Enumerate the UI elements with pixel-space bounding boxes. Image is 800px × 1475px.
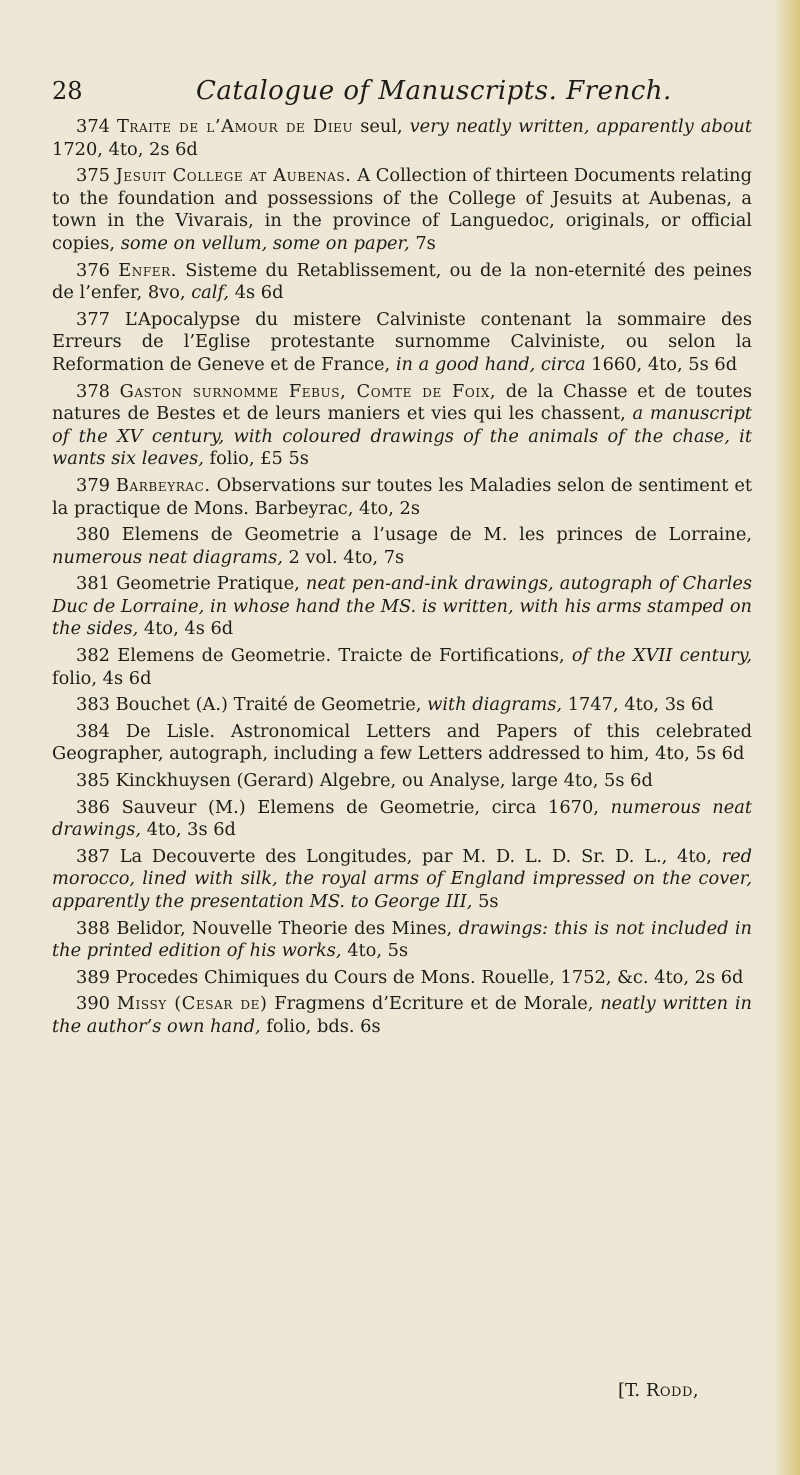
entry-number: 389 [76, 966, 110, 988]
entry-price: 4to, 4s 6d [138, 618, 234, 640]
entry-number: 380 [76, 524, 110, 546]
entry-italic-text: neatly written in the author’s own hand, [52, 993, 752, 1037]
entry-number: 378 [76, 380, 110, 402]
entry-italic-text: a manuscript of the XV century, with coloured drawings of the animals of the chase, it wants six leaves, [52, 403, 752, 470]
entry-italic-text: some on vellum, some on paper, [120, 232, 410, 254]
entry-number: 381 [76, 573, 110, 595]
catalogue-entry [52, 475, 752, 520]
entry-text: De Lisle. Astronomical Letters and Papers of this celebrated Geographer, autograph, including a few Letters addressed to him, 4to, 5s 6d [52, 720, 752, 765]
catchword-prefix: [T. [618, 1380, 641, 1401]
entry-text: Bouchet (A.) Traité de Geometrie, [115, 694, 428, 716]
entry-price: 7s [409, 232, 436, 254]
catalogue-entry [52, 381, 752, 471]
entry-text: seul, [353, 116, 410, 137]
entry-heading: Gaston surnomme Febus, Comte de Foix, [119, 380, 497, 402]
catalogue-entry [52, 967, 752, 990]
catalogue-entry [52, 165, 752, 255]
entry-text: A Collection of thirteen Documents relating to the foundation and possessions of the College of Jesuits at Aubenas, a town in the Vivarais, in the province of Languedoc, originals, or official copies, [52, 165, 753, 254]
entry-price: 4to, 3s 6d [141, 819, 236, 841]
entry-number: 390 [76, 993, 110, 1015]
entry-text: Elemens de Geometrie. Traicte de Fortifications, [117, 645, 572, 667]
entry-number: 377 [76, 308, 110, 330]
catchword [618, 1380, 699, 1402]
running-head [52, 76, 752, 116]
entry-number: 379 [76, 474, 110, 496]
entry-price: 1720, 4to, 2s 6d [52, 138, 198, 160]
entry-italic-text: of the XVII century, [571, 645, 753, 667]
entry-price: 1747, 4to, 3s 6d [562, 694, 714, 716]
entry-number: 375 [76, 165, 110, 187]
entry-heading: Enfer. [118, 259, 178, 281]
entry-number: 384 [76, 720, 110, 742]
entry-heading: Barbeyrac. [115, 474, 211, 496]
catalogue-entry [52, 694, 752, 717]
entry-text: Procedes Chimiques du Cours de Mons. Rouelle, 1752, &c. 4to, 2s 6d [115, 966, 744, 988]
page-edge [774, 0, 800, 1475]
entry-price: folio, bds. 6s [260, 1015, 381, 1037]
entry-number: 376 [76, 259, 110, 281]
entry-number: 382 [76, 645, 110, 667]
entry-price: folio, £5 5s [203, 448, 309, 470]
entry-italic-text: numerous neat drawings, [52, 796, 752, 841]
entry-italic-text: very neatly written, apparently about [409, 116, 753, 137]
entry-italic-text: in a good hand, circa [395, 353, 586, 375]
catalogue-entry [52, 797, 752, 842]
entry-text: de la Chasse et de toutes natures de Bestes et de leurs maniers et vies qui les chassent, [52, 380, 753, 425]
catalogue-entry [52, 116, 752, 161]
entry-number: 385 [76, 770, 110, 792]
catalogue-entry [52, 309, 752, 377]
catalogue-entry [52, 993, 752, 1038]
entry-italic-text: calf, [191, 282, 230, 304]
entry-text: La Decouverte des Longitudes, par M. D. L. D. Sr. D. L., 4to, [119, 845, 722, 867]
entry-text: Geometrie Pratique, [116, 573, 306, 595]
catalogue-entry [52, 770, 752, 793]
entry-number: 374 [76, 116, 110, 137]
entry-text: Sisteme du Retablissement, ou de la non-eternité des peines de l’enfer, 8vo, [52, 259, 752, 304]
entry-price: 1660, 4to, 5s 6d [585, 353, 738, 375]
catalogue-entry [52, 260, 752, 305]
entry-number: 388 [76, 917, 110, 939]
catalogue-entry [52, 721, 752, 766]
entry-price: 2 vol. 4to, 7s [282, 546, 405, 568]
entry-italic-text: drawings: this is not included in the printed edition of his works, [52, 917, 753, 962]
entry-number: 386 [76, 796, 110, 818]
page-title: Catalogue of Manuscripts. French. [196, 76, 672, 106]
entry-price: 4s 6d [229, 282, 284, 304]
catalogue-entry [52, 573, 752, 641]
catalogue-entry [52, 918, 752, 963]
entry-text: Fragmens d’Ecriture et de Morale, [267, 993, 601, 1015]
catalogue-page [52, 76, 752, 1043]
entry-text: Belidor, Nouvelle Theorie des Mines, [116, 917, 459, 939]
entry-price: folio, 4s 6d [52, 667, 152, 689]
entry-text: Sauveur (M.) Elemens de Geometrie, circa 1670, [121, 796, 611, 818]
entry-price: 5s [472, 891, 499, 912]
catchword-name: Rodd, [645, 1380, 700, 1401]
entry-text: L’Apocalypse du mistere Calviniste contenant la sommaire des Erreurs de l’Eglise protestante surnomme Calviniste, ou selon la Reformation de Geneve et de France, [52, 308, 752, 375]
entry-price: 4to, 5s [341, 940, 409, 962]
page-number: 28 [52, 77, 83, 105]
entry-number: 383 [76, 694, 110, 716]
entry-list [52, 116, 752, 1039]
entry-italic-text: neat pen-and-ink drawings, autograph of Charles Duc de Lorraine, in whose hand the MS. is written, with his arms stamped on the sides, [52, 573, 752, 640]
catalogue-entry [52, 524, 752, 569]
entry-heading: Traite de l’Amour de Dieu [116, 116, 354, 137]
entry-text: Observations sur toutes les Maladies selon de sentiment et la practique de Mons. Barbeyrac, 4to, 2s [52, 474, 752, 519]
entry-italic-text: numerous neat diagrams, [52, 546, 283, 568]
entry-heading: Missy (Cesar de) [116, 993, 268, 1015]
entry-italic-text: with diagrams, [427, 694, 563, 716]
entry-text: Kinckhuysen (Gerard) Algebre, ou Analyse, large 4to, 5s 6d [115, 770, 653, 792]
catalogue-entry [52, 846, 752, 914]
catalogue-entry [52, 645, 752, 690]
entry-text: Elemens de Geometrie a l’usage de M. les princes de Lorraine, [121, 524, 752, 546]
entry-number: 387 [76, 845, 110, 867]
entry-italic-text: red morocco, lined with silk, the royal arms of England impressed on the cover, apparently the presentation MS. to George III, [52, 845, 753, 912]
entry-heading: Jesuit College at Aubenas. [115, 165, 352, 187]
